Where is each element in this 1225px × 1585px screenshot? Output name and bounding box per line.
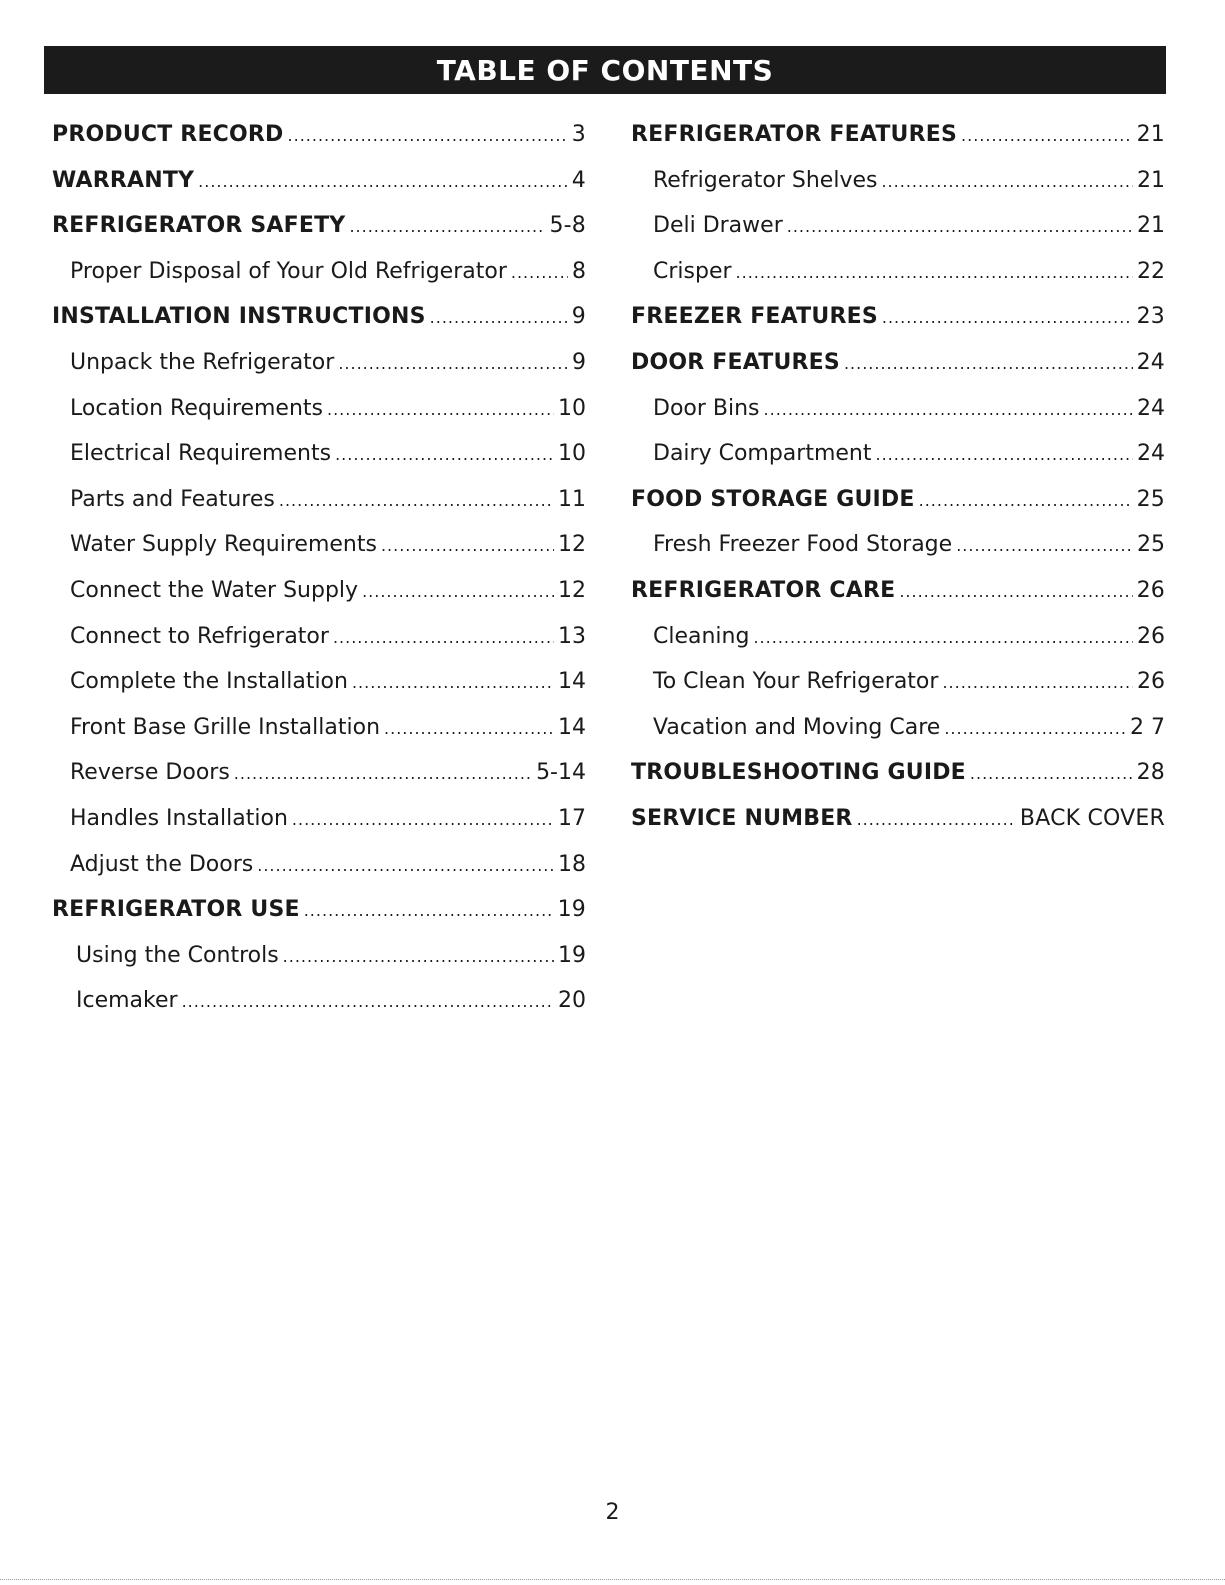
toc-entry-label: INSTALLATION INSTRUCTIONS: [52, 304, 426, 330]
dot-leader: [234, 764, 532, 783]
toc-entry-label: Unpack the Refrigerator: [70, 349, 335, 375]
toc-entry[interactable]: [52, 988, 586, 1034]
toc-entry-page: 9: [571, 304, 586, 330]
dot-leader: [961, 126, 1133, 145]
toc-entry-label: WARRANTY: [52, 167, 195, 193]
toc-entry-label: FOOD STORAGE GUIDE: [631, 486, 915, 512]
dot-leader: [736, 263, 1133, 282]
toc-entry-label: Proper Disposal of Your Old Refrigerator: [70, 258, 507, 284]
dot-leader: [349, 217, 545, 236]
dot-leader: [304, 901, 554, 920]
toc-entry-page: 12: [558, 577, 586, 603]
dot-leader: [338, 354, 568, 373]
toc-entry-label: Icemaker: [76, 988, 178, 1014]
toc-entry[interactable]: [631, 624, 1165, 670]
toc-entry[interactable]: [631, 441, 1165, 487]
toc-entry[interactable]: [631, 122, 1165, 168]
dot-leader: [362, 582, 554, 601]
toc-entry-page: 14: [558, 714, 586, 740]
toc-entry[interactable]: [52, 122, 586, 168]
dot-leader: [899, 582, 1132, 601]
toc-entry-page: 18: [558, 851, 586, 877]
dot-leader: [288, 126, 568, 145]
toc-entry-page: 19: [558, 942, 586, 968]
dot-leader: [753, 628, 1133, 647]
toc-entry-page: 24: [1136, 349, 1165, 375]
dot-leader: [279, 491, 554, 510]
toc-entry[interactable]: [631, 304, 1165, 350]
dot-leader: [970, 764, 1133, 783]
toc-entry-page: 26: [1136, 577, 1165, 603]
toc-entry[interactable]: [52, 760, 586, 806]
dot-leader: [198, 172, 568, 191]
toc-entry-label: Using the Controls: [76, 942, 279, 968]
toc-entry[interactable]: [52, 669, 586, 715]
toc-entry-label: Dairy Compartment: [653, 441, 872, 467]
toc-entry-label: Connect to Refrigerator: [70, 623, 329, 649]
toc-entry-label: Water Supply Requirements: [70, 532, 377, 558]
toc-entry-label: FREEZER FEATURES: [631, 304, 878, 330]
toc-right-column: [631, 122, 1165, 852]
toc-entry-page: 2 7: [1130, 714, 1165, 740]
toc-entry-page: 12: [558, 532, 586, 558]
toc-entry-label: Cleaning: [653, 623, 750, 649]
toc-entry[interactable]: [52, 487, 586, 533]
toc-entry-page: 20: [558, 988, 586, 1014]
toc-entry-page: 25: [1136, 486, 1165, 512]
page-number: 2: [605, 1500, 620, 1525]
toc-entry[interactable]: [631, 578, 1165, 624]
dot-leader: [942, 673, 1133, 692]
toc-entry-label: Complete the Installation: [70, 669, 348, 695]
toc-entry-page: 10: [558, 441, 586, 467]
dot-leader: [327, 400, 554, 419]
toc-entry-label: REFRIGERATOR CARE: [631, 577, 896, 603]
dot-leader: [944, 719, 1126, 738]
dot-leader: [876, 445, 1134, 464]
dot-leader: [919, 491, 1133, 510]
toc-entry[interactable]: [631, 350, 1165, 396]
bottom-divider: [0, 1579, 1225, 1580]
toc-entry-page: 14: [558, 669, 586, 695]
toc-entry[interactable]: [52, 350, 586, 396]
toc-entry-page: 24: [1137, 441, 1165, 467]
toc-entry-page: 24: [1137, 395, 1165, 421]
dot-leader: [844, 354, 1133, 373]
toc-entry-label: REFRIGERATOR USE: [52, 897, 300, 923]
dot-leader: [956, 536, 1133, 555]
toc-entry-label: Location Requirements: [70, 395, 323, 421]
dot-leader: [283, 947, 554, 966]
toc-entry-label: Refrigerator Shelves: [653, 167, 878, 193]
toc-entry-page: 5-14: [536, 760, 586, 786]
toc-entry[interactable]: [52, 624, 586, 670]
toc-entry[interactable]: [52, 168, 586, 214]
dot-leader: [333, 628, 554, 647]
toc-entry[interactable]: [52, 715, 586, 761]
toc-entry-label: Deli Drawer: [653, 213, 783, 239]
toc-entry[interactable]: [631, 168, 1165, 214]
toc-entry-label: To Clean Your Refrigerator: [653, 669, 939, 695]
toc-entry[interactable]: [52, 578, 586, 624]
toc-entry-page: 21: [1137, 167, 1165, 193]
toc-entry-label: Crisper: [653, 258, 732, 284]
toc-entry-page: 9: [572, 349, 586, 375]
toc-entry[interactable]: [52, 806, 586, 852]
toc-entry-page: 28: [1136, 760, 1165, 786]
toc-entry-page: 13: [558, 623, 586, 649]
toc-entry-label: DOOR FEATURES: [631, 349, 840, 375]
toc-entry[interactable]: [52, 213, 586, 259]
toc-entry[interactable]: [631, 532, 1165, 578]
toc-entry-label: REFRIGERATOR SAFETY: [52, 213, 346, 239]
toc-title: TABLE OF CONTENTS: [436, 53, 774, 87]
toc-entry[interactable]: [52, 852, 586, 898]
toc-entry-label: Door Bins: [653, 395, 760, 421]
toc-left-column: [52, 122, 586, 1034]
toc-entry-page: 17: [558, 805, 586, 831]
dot-leader: [335, 445, 554, 464]
toc-title-bar: [44, 46, 1166, 94]
toc-entry-label: Connect the Water Supply: [70, 577, 359, 603]
toc-entry-page: 11: [558, 486, 586, 512]
dot-leader: [292, 810, 554, 829]
dot-leader: [511, 263, 568, 282]
toc-entry-label: Parts and Features: [70, 486, 275, 512]
toc-entry-page: 23: [1136, 304, 1165, 330]
toc-entry-page: BACK COVER: [1019, 805, 1165, 831]
toc-entry[interactable]: [631, 715, 1165, 761]
toc-entry-label: Reverse Doors: [70, 760, 230, 786]
toc-entry[interactable]: [631, 259, 1165, 305]
toc-entry[interactable]: [52, 532, 586, 578]
toc-entry-page: 26: [1137, 623, 1165, 649]
dot-leader: [381, 536, 554, 555]
toc-entry[interactable]: [52, 943, 586, 989]
toc-entry-label: Front Base Grille Installation: [70, 714, 381, 740]
toc-entry-label: REFRIGERATOR FEATURES: [631, 122, 958, 147]
toc-entry-page: 21: [1136, 122, 1165, 147]
toc-entry[interactable]: [52, 396, 586, 442]
toc-entry-page: 4: [571, 167, 586, 193]
toc-entry-page: 21: [1137, 213, 1165, 239]
toc-entry-label: Handles Installation: [70, 805, 288, 831]
toc-entry[interactable]: [631, 487, 1165, 533]
toc-entry[interactable]: [631, 213, 1165, 259]
dot-leader: [257, 856, 554, 875]
toc-entry-page: 22: [1137, 258, 1165, 284]
toc-entry-page: 5-8: [549, 213, 586, 239]
toc-entry[interactable]: [631, 760, 1165, 806]
toc-entry[interactable]: [631, 396, 1165, 442]
toc-entry-label: TROUBLESHOOTING GUIDE: [631, 760, 966, 786]
dot-leader: [881, 172, 1133, 191]
toc-entry-label: Vacation and Moving Care: [653, 714, 941, 740]
toc-entry[interactable]: [631, 669, 1165, 715]
toc-entry-page: 3: [571, 122, 586, 147]
toc-entry-page: 19: [557, 897, 586, 923]
dot-leader: [857, 810, 1016, 829]
dot-leader: [882, 308, 1133, 327]
dot-leader: [384, 719, 554, 738]
dot-leader: [182, 992, 554, 1011]
toc-entry-page: 25: [1137, 532, 1165, 558]
toc-entry[interactable]: [52, 304, 586, 350]
dot-leader: [352, 673, 554, 692]
toc-entry-label: Adjust the Doors: [70, 851, 254, 877]
toc-entry[interactable]: [52, 441, 586, 487]
toc-entry-label: SERVICE NUMBER: [631, 805, 853, 831]
toc-entry-label: Fresh Freezer Food Storage: [653, 532, 953, 558]
toc-entry[interactable]: [631, 806, 1165, 852]
toc-entry-label: Electrical Requirements: [70, 441, 332, 467]
dot-leader: [430, 308, 568, 327]
toc-entry[interactable]: [52, 897, 586, 943]
toc-entry-page: 8: [572, 258, 586, 284]
toc-entry[interactable]: [52, 259, 586, 305]
toc-entry-label: PRODUCT RECORD: [52, 122, 284, 147]
toc-entry-page: 10: [558, 395, 586, 421]
dot-leader: [787, 217, 1133, 236]
toc-entry-page: 26: [1137, 669, 1165, 695]
dot-leader: [764, 400, 1133, 419]
